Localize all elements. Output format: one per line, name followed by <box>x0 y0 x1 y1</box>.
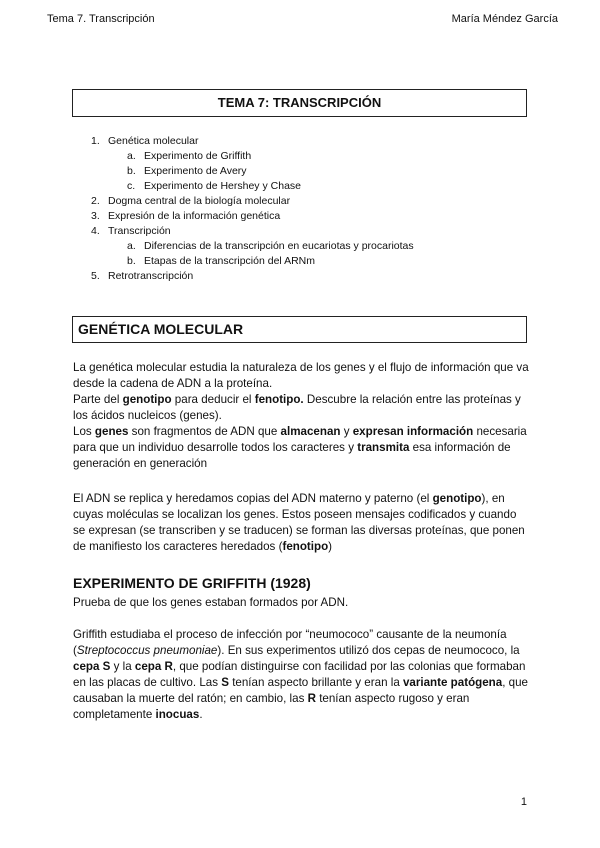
griffith-subtitle: Prueba de que los genes estaban formados por ADN. <box>73 596 349 609</box>
toc-item: 3. Expresión de la información genética <box>91 210 281 222</box>
toc-subitem: c. Experimento de Hershey y Chase <box>127 180 301 192</box>
griffith-heading: EXPERIMENTO DE GRIFFITH (1928) <box>73 575 311 591</box>
table-of-contents <box>91 134 414 284</box>
header-left: Tema 7. Transcripción <box>47 13 155 25</box>
toc-subitem: b. Etapas de la transcripción del ARNm <box>127 255 315 267</box>
adn-paragraph: El ADN se replica y heredamos copias del ADN materno y paterno (el genotipo), en cuyas moléculas se localizan los genes. Estos poseen mensajes codificados y cuando se expresan (se transcriben y se traducen) se forman las diversas proteínas, que ponen de manifiesto los caracteres heredados (fenotipo) <box>73 492 525 553</box>
griffith-paragraph: Griffith estudiaba el proceso de infección por “neumococo” causante de la neumonía (Streptococcus pneumoniae). En sus experimentos utilizó dos cepas de neumococo, la cepa S y la cepa R, que podían distinguirse con facilidad por las colonias que formaban en las placas de cultivo. Las S tenían aspecto brillante y eran la variante patógena, que causaban la muerte del ratón; en cambio, las R tenían aspecto rugoso y eran completamente inocuas. <box>73 628 529 721</box>
intro-paragraph: La genética molecular estudia la naturaleza de los genes y el flujo de información que va desde la cadena de ADN a la proteína. Parte del genotipo para deducir el fenotipo. Descubre la relación entre las proteínas y los ácidos nucleicos (genes). Los genes son fragmentos de ADN que almacenan y expresan información necesaria para que un individuo desarrolle todos los caracteres y transmita esa información de generación en generación <box>73 361 529 470</box>
toc-item: 1. Genética molecular <box>91 135 199 147</box>
toc-item: 2. Dogma central de la biología molecular <box>91 195 291 207</box>
header-right: María Méndez García <box>451 13 558 25</box>
toc-subitem: a. Diferencias de la transcripción en eucariotas y procariotas <box>127 240 414 252</box>
toc-subitem: b. Experimento de Avery <box>127 165 247 177</box>
page-number: 1 <box>520 796 527 808</box>
section-title: GENÉTICA MOLECULAR <box>72 316 527 343</box>
toc-item: 4. Transcripción <box>91 225 171 237</box>
toc-subitem: a. Experimento de Griffith <box>127 150 252 162</box>
toc-item: 5. Retrotranscripción <box>91 270 194 282</box>
page-title: TEMA 7: TRANSCRIPCIÓN <box>72 89 527 117</box>
